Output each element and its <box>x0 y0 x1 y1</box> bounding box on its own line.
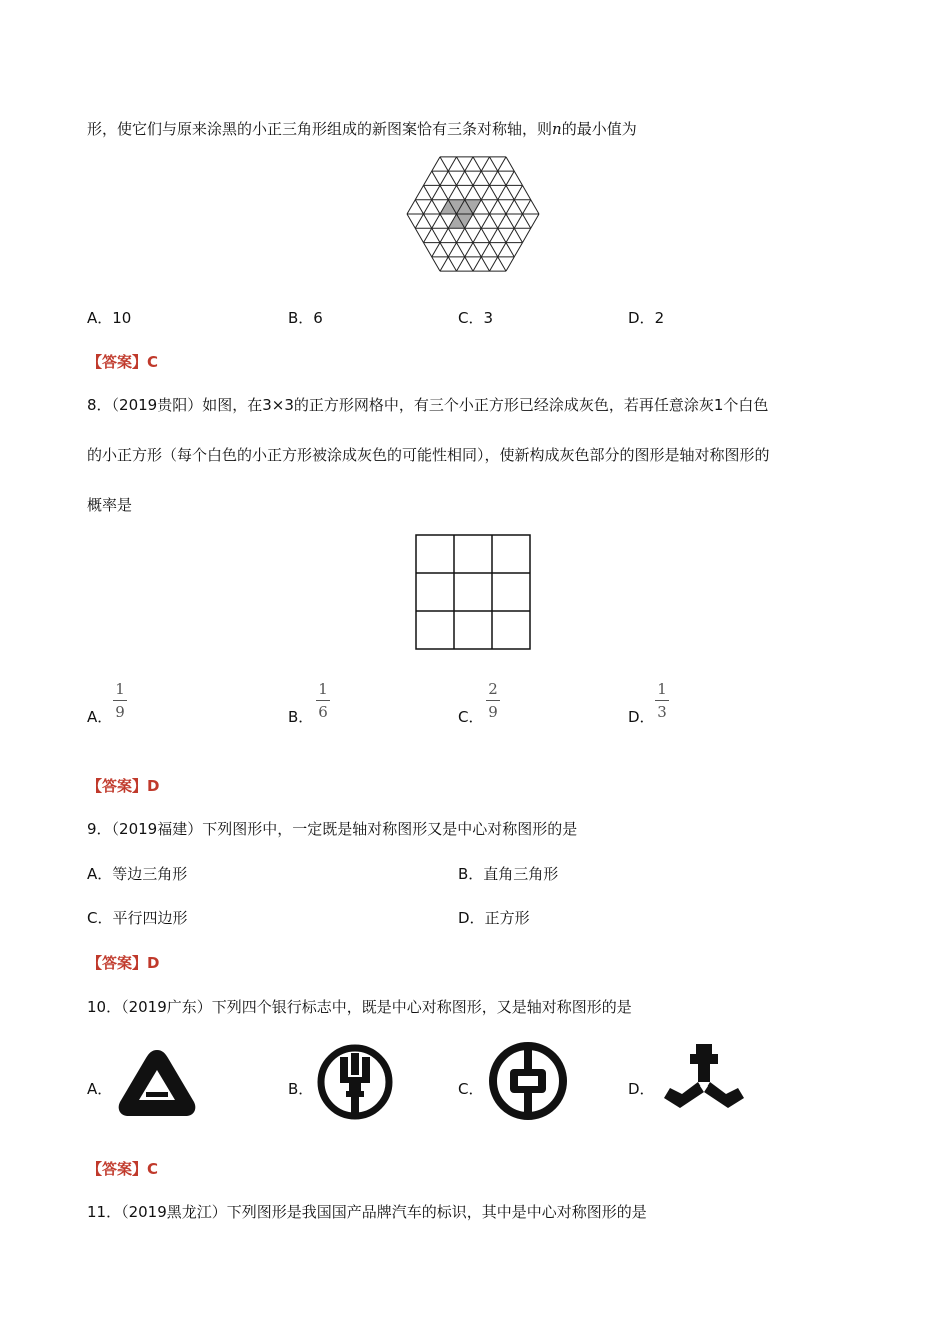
grid-line <box>523 185 531 199</box>
square-grid-3x3-figure <box>415 534 532 651</box>
grid-line <box>498 185 506 199</box>
q9-option-b[interactable]: B．直角三角形 <box>458 865 559 883</box>
grid-line <box>498 243 506 257</box>
q8-option-a[interactable]: A． <box>87 708 113 726</box>
grid-line <box>498 157 506 171</box>
q9-option-d[interactable]: D．正方形 <box>458 909 530 927</box>
q10-option-c[interactable]: C． <box>458 1080 484 1098</box>
q7-option-d[interactable]: D．2 <box>628 309 665 327</box>
grid-line <box>490 228 498 242</box>
grid-line <box>490 171 498 185</box>
q8-option-a-fraction: 1 9 <box>113 680 127 721</box>
grid-line <box>514 185 522 199</box>
q7-answer: 【答案】C <box>87 353 159 371</box>
grid-line <box>448 157 456 171</box>
grid-line <box>448 257 456 271</box>
q9-option-a[interactable]: A．等边三角形 <box>87 865 188 883</box>
grid-line <box>465 243 473 257</box>
grid-line <box>415 200 423 214</box>
grid-line <box>523 228 531 242</box>
grid-line <box>473 157 481 171</box>
grid-line <box>481 257 489 271</box>
q10-option-a[interactable]: A． <box>87 1080 113 1098</box>
grid-line <box>440 157 448 171</box>
grid-line <box>523 200 531 214</box>
grid-line <box>415 228 423 242</box>
grid-line <box>424 228 432 242</box>
q8-stem-line2: 的小正方形（每个白色的小正方形被涂成灰色的可能性相同），使新构成灰色部分的图形是轴对称图形的 <box>87 446 770 464</box>
grid-line <box>448 228 456 242</box>
grid-line <box>481 200 489 214</box>
grid-line <box>465 228 473 242</box>
q9-option-c[interactable]: C．平行四边形 <box>87 909 188 927</box>
grid-line <box>498 200 506 214</box>
q9-stem: 9．（2019福建）下列图形中，一定既是轴对称图形又是中心对称图形的是 <box>87 820 578 838</box>
grid-line <box>424 185 432 199</box>
grid-line <box>506 171 514 185</box>
grid-line <box>498 228 506 242</box>
grid-line <box>506 185 514 199</box>
bank-logo-coin-icon <box>488 1041 568 1121</box>
grid-line <box>481 157 489 171</box>
q7-var-n: n <box>552 120 562 138</box>
grid-line <box>490 185 498 199</box>
grid-line <box>424 200 432 214</box>
grid-line <box>490 257 498 271</box>
grid-line <box>514 228 522 242</box>
grid-line <box>424 214 432 228</box>
q10-option-b[interactable]: B． <box>288 1080 314 1098</box>
grid-line <box>506 257 514 271</box>
grid-line <box>531 214 539 228</box>
grid-line <box>457 257 465 271</box>
grid-line <box>440 243 448 257</box>
grid-line <box>498 257 506 271</box>
q8-option-b-fraction: 1 6 <box>316 680 330 721</box>
hex-triangle-grid-figure <box>405 155 541 273</box>
grid-line <box>506 243 514 257</box>
grid-line <box>473 214 481 228</box>
grid-line <box>432 257 440 271</box>
grid-line <box>457 171 465 185</box>
q8-option-c[interactable]: C． <box>458 708 484 726</box>
q8-answer: 【答案】D <box>87 777 160 795</box>
grid-line <box>424 171 432 185</box>
grid-line <box>465 171 473 185</box>
grid-line <box>432 185 440 199</box>
grid-line <box>448 171 456 185</box>
grid-line <box>481 185 489 199</box>
q7-option-b[interactable]: B．6 <box>288 309 323 327</box>
grid-line <box>481 228 489 242</box>
q10-stem: 10．（2019广东）下列四个银行标志中，既是中心对称图形，又是轴对称图形的是 <box>87 998 632 1016</box>
grid-line <box>440 214 448 228</box>
q9-answer: 【答案】D <box>87 954 160 972</box>
bank-logo-agricultural-icon <box>316 1043 394 1121</box>
grid-line <box>506 214 514 228</box>
grid-line <box>506 157 514 171</box>
grid-line <box>498 214 506 228</box>
q8-option-b[interactable]: B． <box>288 708 314 726</box>
q7-stem: 形，使它们与原来涂黑的小正三角形组成的新图案恰有三条对称轴，则n的最小值为 <box>87 120 637 138</box>
grid-line <box>473 257 481 271</box>
grid-line <box>457 243 465 257</box>
grid-line <box>457 228 465 242</box>
grid-line <box>473 228 481 242</box>
grid-line <box>490 157 498 171</box>
grid-line <box>506 200 514 214</box>
grid-line <box>432 243 440 257</box>
grid-line <box>473 171 481 185</box>
grid-line <box>432 200 440 214</box>
q8-stem-line1: 8．（2019贵阳）如图，在3×3的正方形网格中，有三个小正方形已经涂成灰色，若再任意涂灰1个白色 <box>87 396 769 414</box>
grid-line <box>440 257 448 271</box>
q8-stem-line3: 概率是 <box>87 496 133 514</box>
grid-line <box>514 200 522 214</box>
grid-line <box>432 214 440 228</box>
grid-line <box>490 243 498 257</box>
grid-line <box>473 243 481 257</box>
grid-line <box>465 157 473 171</box>
grid-line <box>432 157 440 171</box>
q8-option-c-fraction: 2 9 <box>486 680 500 721</box>
grid-line <box>514 243 522 257</box>
grid-line <box>481 171 489 185</box>
grid-line <box>415 214 423 228</box>
grid-line <box>432 228 440 242</box>
grid-line <box>440 171 448 185</box>
grid-line <box>465 185 473 199</box>
grid-line <box>448 185 456 199</box>
grid-line <box>514 214 522 228</box>
grid-line <box>490 200 498 214</box>
bank-logo-tri-arm-icon <box>660 1042 748 1116</box>
grid-line <box>457 185 465 199</box>
grid-line <box>424 243 432 257</box>
q7-option-a[interactable]: A．10 <box>87 309 132 327</box>
grid-line <box>440 185 448 199</box>
q10-option-d[interactable]: D． <box>628 1080 655 1098</box>
grid-line <box>531 200 539 214</box>
grid-line <box>481 214 489 228</box>
grid-line <box>465 257 473 271</box>
grid-line <box>440 228 448 242</box>
q8-option-d-fraction: 1 3 <box>655 680 669 721</box>
q8-option-d[interactable]: D． <box>628 708 655 726</box>
grid-line <box>407 200 415 214</box>
q7-option-c[interactable]: C．3 <box>458 309 494 327</box>
grid-line <box>523 214 531 228</box>
grid-line <box>448 243 456 257</box>
grid-line <box>490 214 498 228</box>
grid-line <box>473 185 481 199</box>
grid-line <box>407 214 415 228</box>
grid-line <box>481 243 489 257</box>
q10-answer: 【答案】C <box>87 1160 159 1178</box>
grid-line <box>506 228 514 242</box>
grid-line <box>498 171 506 185</box>
bank-logo-triangle-icon <box>116 1048 198 1118</box>
grid-line <box>457 157 465 171</box>
grid-line <box>432 171 440 185</box>
grid-line <box>415 185 423 199</box>
q11-stem: 11．（2019黑龙江）下列图形是我国国产品牌汽车的标识，其中是中心对称图形的是 <box>87 1203 647 1221</box>
grid-line <box>514 171 522 185</box>
